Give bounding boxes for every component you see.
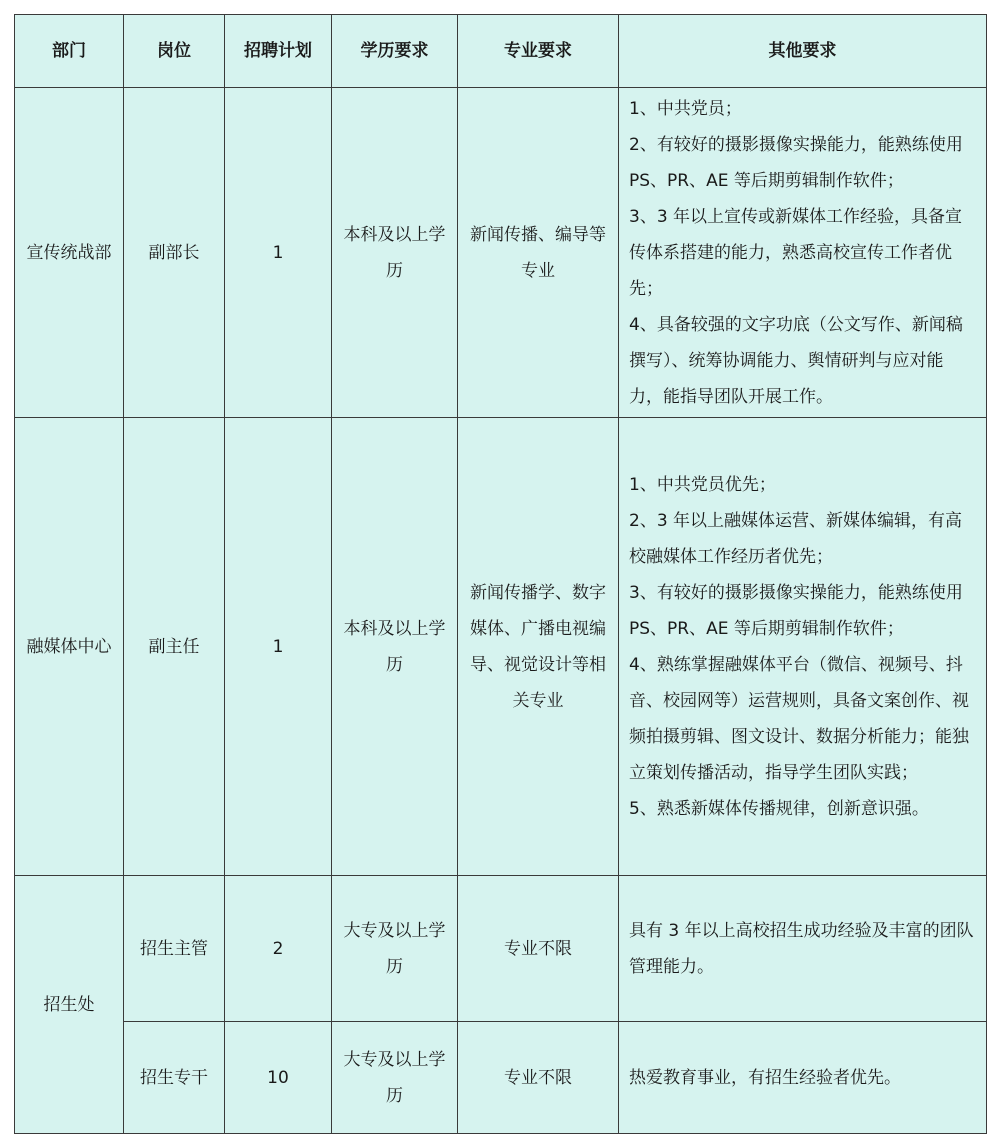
requirement-line: 3、3 年以上宣传或新媒体工作经验，具备宣传体系搭建的能力，熟悉高校宣传工作者优先；	[629, 206, 963, 299]
requirement-line: 3、有较好的摄影摄像实操能力，能熟练使用 PS、PR、AE 等后期剪辑制作软件；	[629, 582, 963, 639]
requirement-line: 2、有较好的摄影摄像实操能力，能熟练使用 PS、PR、AE 等后期剪辑制作软件；	[629, 134, 963, 191]
requirement-line: 5、熟悉新媒体传播规律，创新意识强。	[629, 798, 929, 819]
table-row	[15, 88, 987, 418]
education-text: 本科及以上学历	[343, 618, 446, 675]
header-row	[15, 15, 987, 88]
dept-cell	[15, 418, 124, 876]
position-cell: 招生专干	[124, 1022, 225, 1134]
requirement-line: 4、具备较强的文字功底（公文写作、新闻稿撰写）、统筹协调能力、舆情研判与应对能力，能指导团队开展工作。	[629, 314, 963, 407]
dept-text: 融媒体中心	[26, 636, 112, 657]
major-cell	[458, 418, 619, 876]
major-text: 新闻传播学、数字媒体、广播电视编导、视觉设计等相关专业	[470, 582, 606, 711]
requirement-line: 4、熟练掌握融媒体平台（微信、视频号、抖音、校园网等）运营规则，具备文案创作、视频拍摄剪辑、图文设计、数据分析能力；能独立策划传播活动，指导学生团队实践；	[629, 654, 969, 783]
header-position: 岗位	[124, 15, 225, 88]
header-requirements: 其他要求	[619, 15, 987, 88]
education-text: 大专及以上学历	[343, 1049, 446, 1106]
plan-cell: 2	[225, 876, 332, 1022]
requirement-line: 1、中共党员；	[629, 98, 742, 119]
requirements-cell	[619, 1022, 987, 1134]
education-text: 大专及以上学历	[343, 920, 446, 977]
plan-cell: 10	[225, 1022, 332, 1134]
major-cell	[458, 88, 619, 418]
major-cell: 专业不限	[458, 876, 619, 1022]
plan-cell: 1	[225, 418, 332, 876]
education-cell	[332, 876, 458, 1022]
requirements-cell	[619, 418, 987, 876]
table-row	[15, 418, 987, 876]
dept-cell	[15, 88, 124, 418]
requirement-line: 2、3 年以上融媒体运营、新媒体编辑，有高校融媒体工作经历者优先；	[629, 510, 963, 567]
dept-cell: 招生处	[15, 876, 124, 1134]
table-row	[15, 1022, 987, 1134]
header-major: 专业要求	[458, 15, 619, 88]
requirements-cell	[619, 876, 987, 1022]
requirements-cell	[619, 88, 987, 418]
header-dept: 部门	[15, 15, 124, 88]
dept-text: 宣传统战部	[26, 242, 112, 263]
position-cell: 招生主管	[124, 876, 225, 1022]
position-cell: 副部长	[124, 88, 225, 418]
major-text: 新闻传播、编导等专业	[470, 224, 606, 281]
header-education: 学历要求	[332, 15, 458, 88]
recruitment-table	[14, 14, 987, 1134]
education-text: 本科及以上学历	[343, 224, 446, 281]
requirement-line: 热爱教育事业，有招生经验者优先。	[629, 1067, 901, 1088]
requirement-line: 具有 3 年以上高校招生成功经验及丰富的团队管理能力。	[629, 920, 974, 977]
table-row	[15, 876, 987, 1022]
education-cell	[332, 418, 458, 876]
plan-cell: 1	[225, 88, 332, 418]
header-plan: 招聘计划	[225, 15, 332, 88]
requirement-line: 1、中共党员优先；	[629, 474, 776, 495]
education-cell	[332, 1022, 458, 1134]
major-cell: 专业不限	[458, 1022, 619, 1134]
position-cell: 副主任	[124, 418, 225, 876]
education-cell	[332, 88, 458, 418]
